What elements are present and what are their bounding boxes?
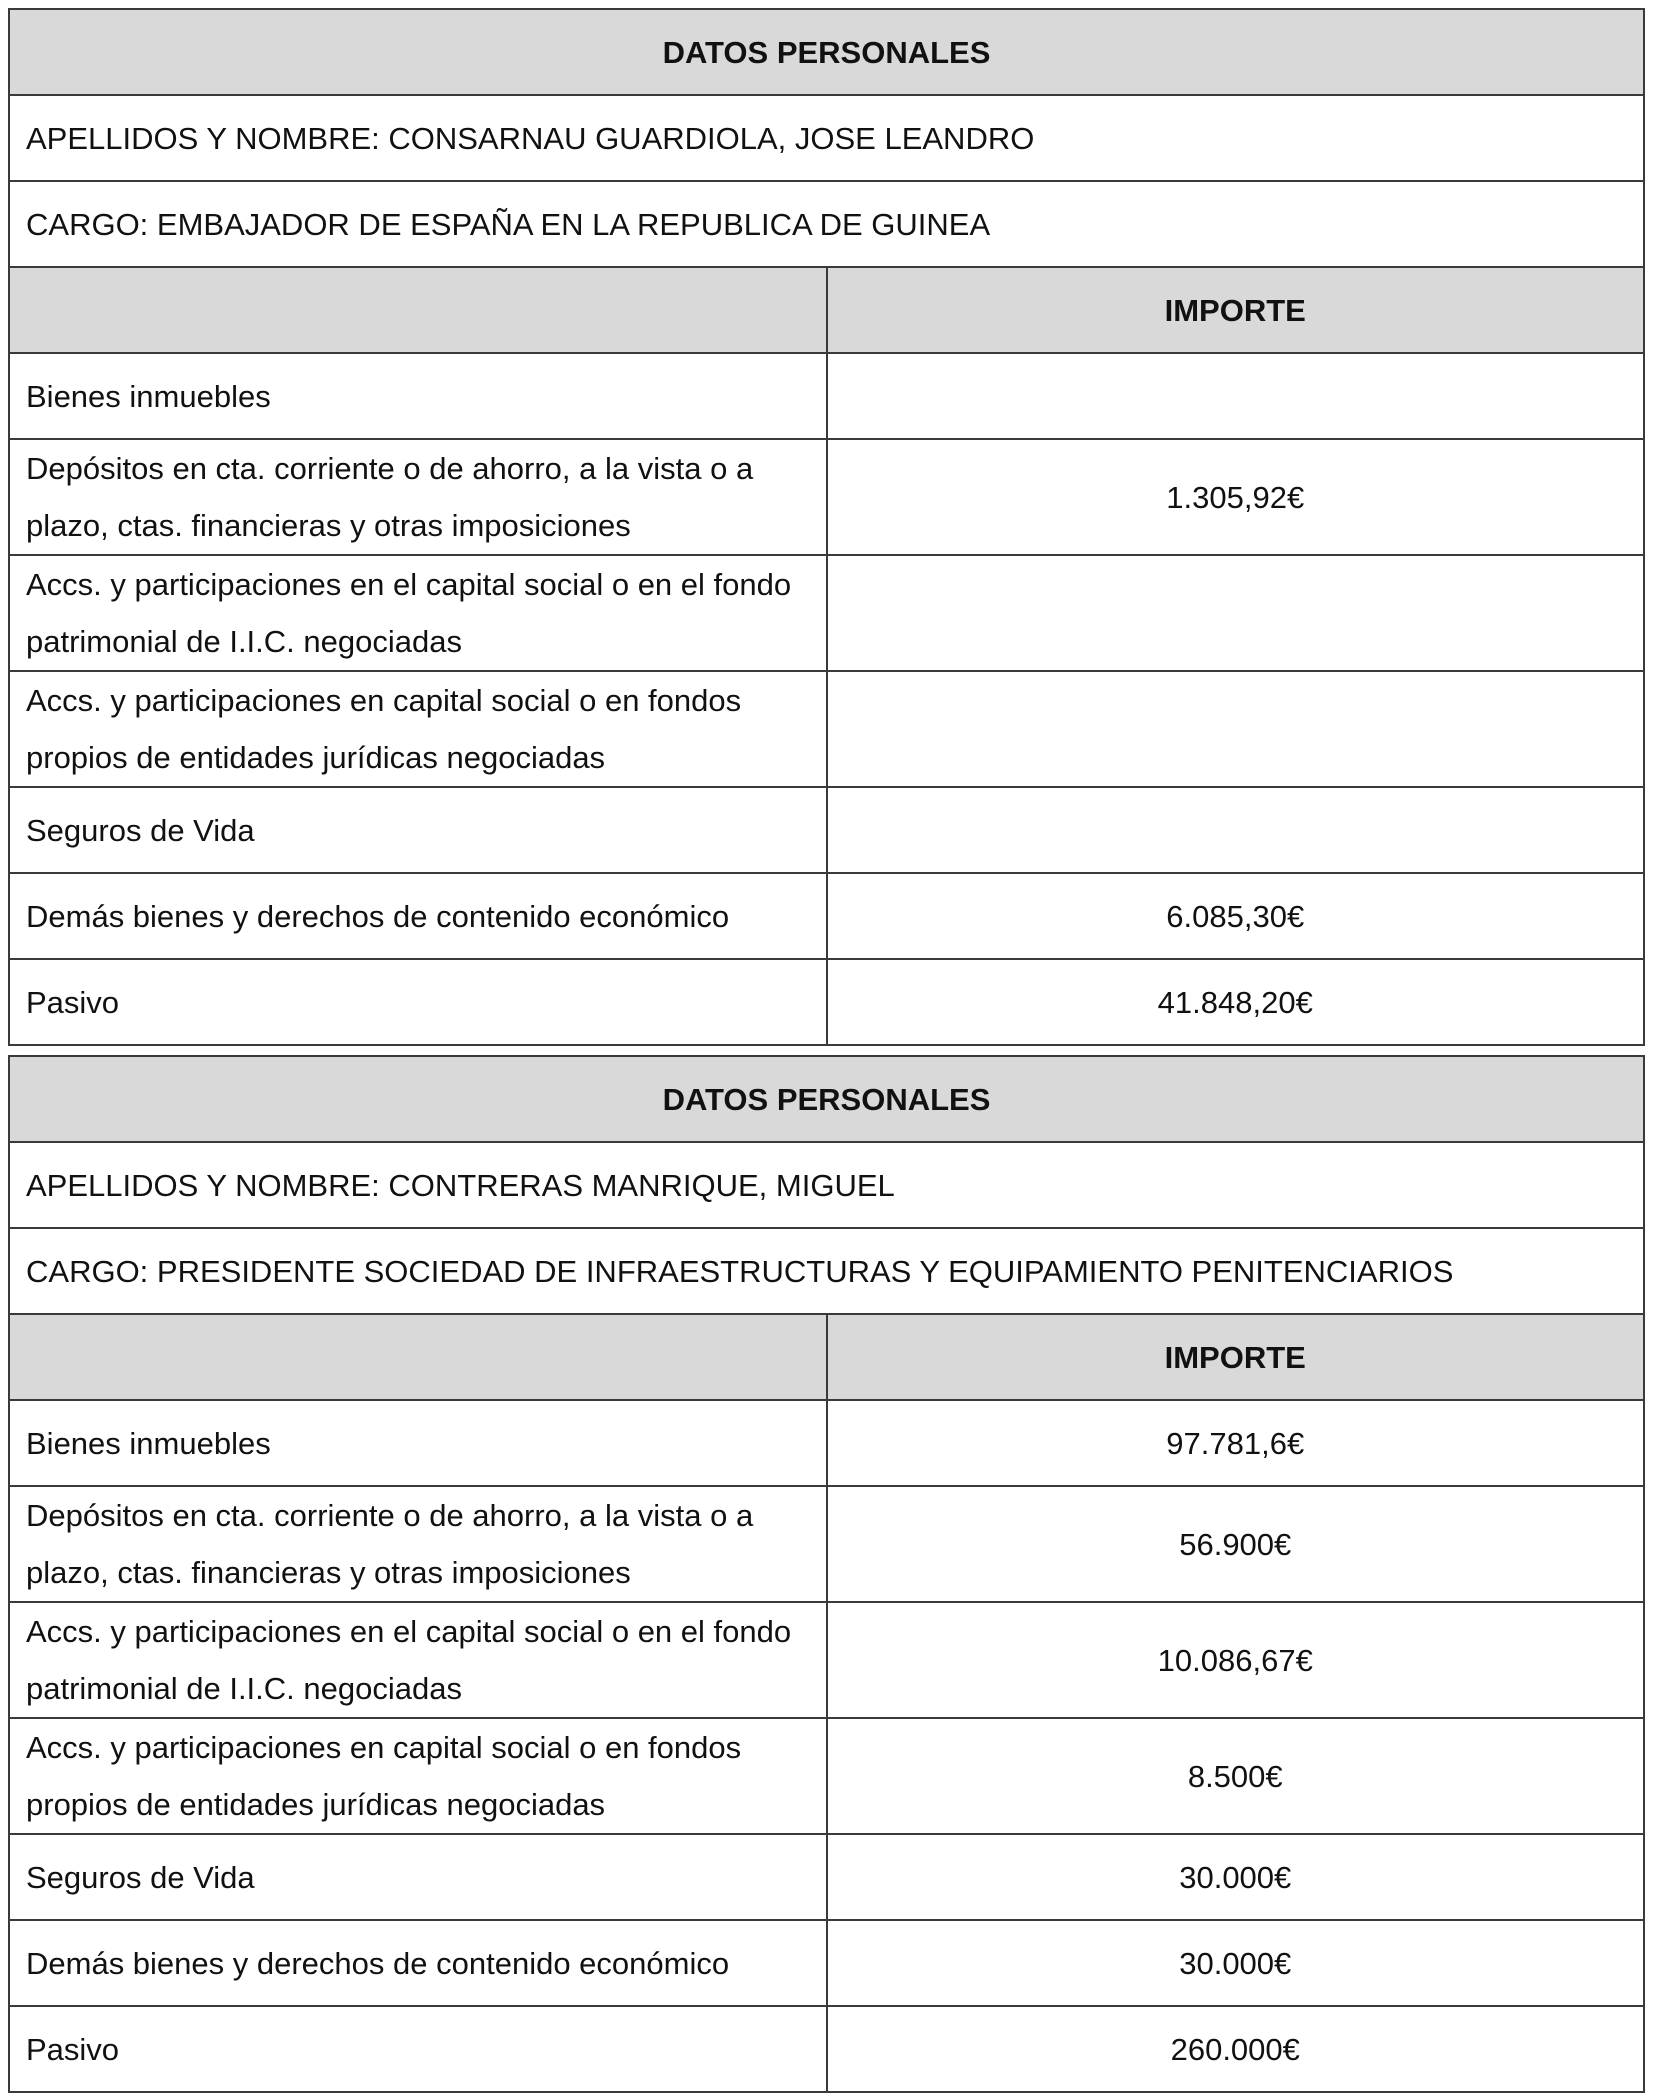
- concept-cell: Depósitos en cta. corriente o de ahorro, a la vista o a plazo, ctas. financieras y otras imposiciones: [9, 1486, 827, 1602]
- amount-cell: 30.000€: [827, 1920, 1645, 2006]
- concept-cell: Bienes inmuebles: [9, 353, 827, 439]
- concept-cell: Depósitos en cta. corriente o de ahorro, a la vista o a plazo, ctas. financieras y otras imposiciones: [9, 439, 827, 555]
- column-header-row: [9, 267, 1644, 353]
- table-row: [9, 1718, 1644, 1834]
- name-row: [9, 1142, 1644, 1228]
- header-row: [9, 1056, 1644, 1142]
- amount-cell: 97.781,6€: [827, 1400, 1645, 1486]
- amount-column-header: IMPORTE: [827, 1314, 1645, 1400]
- amount-cell: [827, 671, 1645, 787]
- name-line: APELLIDOS Y NOMBRE: CONTRERAS MANRIQUE, MIGUEL: [9, 1142, 1644, 1228]
- amount-cell: 6.085,30€: [827, 873, 1645, 959]
- table-row: [9, 353, 1644, 439]
- cargo-line: CARGO: EMBAJADOR DE ESPAÑA EN LA REPUBLICA DE GUINEA: [9, 181, 1644, 267]
- cargo-row: [9, 1228, 1644, 1314]
- amount-cell: 8.500€: [827, 1718, 1645, 1834]
- concept-cell: Accs. y participaciones en el capital social o en el fondo patrimonial de I.I.C. negociadas: [9, 1602, 827, 1718]
- concept-cell: Accs. y participaciones en el capital social o en el fondo patrimonial de I.I.C. negociadas: [9, 555, 827, 671]
- amount-cell: 41.848,20€: [827, 959, 1645, 1045]
- column-header-row: [9, 1314, 1644, 1400]
- amount-cell: 1.305,92€: [827, 439, 1645, 555]
- table-row: [9, 2006, 1644, 2092]
- amount-cell: 10.086,67€: [827, 1602, 1645, 1718]
- section-header: DATOS PERSONALES: [9, 9, 1644, 95]
- concept-cell: Seguros de Vida: [9, 787, 827, 873]
- concept-cell: Pasivo: [9, 959, 827, 1045]
- table-row: [9, 787, 1644, 873]
- table-row: [9, 1920, 1644, 2006]
- table-row: [9, 1834, 1644, 1920]
- concept-cell: Pasivo: [9, 2006, 827, 2092]
- table-row: [9, 555, 1644, 671]
- table-row: [9, 873, 1644, 959]
- amount-cell: 30.000€: [827, 1834, 1645, 1920]
- table-row: [9, 1486, 1644, 1602]
- header-row: [9, 9, 1644, 95]
- cargo-line: CARGO: PRESIDENTE SOCIEDAD DE INFRAESTRUCTURAS Y EQUIPAMIENTO PENITENCIARIOS: [9, 1228, 1644, 1314]
- concept-cell: Accs. y participaciones en capital social o en fondos propios de entidades jurídicas negociadas: [9, 671, 827, 787]
- name-row: [9, 95, 1644, 181]
- concept-cell: Seguros de Vida: [9, 1834, 827, 1920]
- amount-cell: 260.000€: [827, 2006, 1645, 2092]
- table-row: [9, 671, 1644, 787]
- table-row: [9, 1602, 1644, 1718]
- declaration-table: [8, 8, 1645, 1046]
- name-line: APELLIDOS Y NOMBRE: CONSARNAU GUARDIOLA, JOSE LEANDRO: [9, 95, 1644, 181]
- concept-cell: Accs. y participaciones en capital social o en fondos propios de entidades jurídicas negociadas: [9, 1718, 827, 1834]
- declaration-table: [8, 1055, 1645, 2093]
- section-header: DATOS PERSONALES: [9, 1056, 1644, 1142]
- amount-cell: 56.900€: [827, 1486, 1645, 1602]
- amount-cell: [827, 555, 1645, 671]
- amount-cell: [827, 787, 1645, 873]
- cargo-row: [9, 181, 1644, 267]
- amount-column-header: IMPORTE: [827, 267, 1645, 353]
- amount-cell: [827, 353, 1645, 439]
- concept-column-header: [9, 267, 827, 353]
- table-row: [9, 1400, 1644, 1486]
- table-row: [9, 959, 1644, 1045]
- concept-cell: Demás bienes y derechos de contenido económico: [9, 1920, 827, 2006]
- concept-column-header: [9, 1314, 827, 1400]
- concept-cell: Demás bienes y derechos de contenido económico: [9, 873, 827, 959]
- table-row: [9, 439, 1644, 555]
- concept-cell: Bienes inmuebles: [9, 1400, 827, 1486]
